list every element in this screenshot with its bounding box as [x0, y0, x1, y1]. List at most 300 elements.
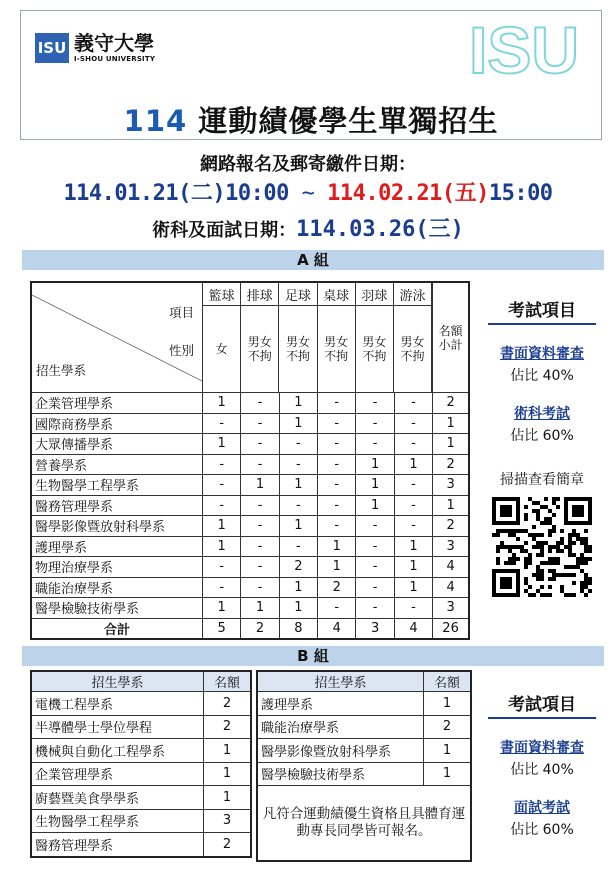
subtotal-header: 名額 小計 — [433, 282, 469, 393]
qr-module — [584, 557, 588, 561]
gender-header-4: 男女 不拘 — [355, 306, 393, 393]
quota-cell: 2 — [424, 715, 472, 739]
dept-name: 醫務管理學系 — [31, 495, 203, 516]
table-row — [31, 475, 469, 496]
dept-name: 電機工程學系 — [31, 692, 204, 716]
b-right-col-dept: 招生學系 — [257, 671, 424, 692]
qr-finder — [500, 577, 512, 589]
sum-cell: 2 — [241, 618, 279, 639]
qr-module — [568, 545, 572, 549]
qr-module — [508, 561, 512, 565]
qr-module — [532, 537, 536, 541]
qr-module — [568, 565, 572, 569]
page-title: 114 運動績優學生單獨招生 — [123, 104, 499, 138]
group-a-header-row — [31, 282, 469, 393]
qr-module — [532, 533, 536, 537]
registration-period — [0, 176, 616, 207]
qr-module — [556, 505, 560, 509]
qr-module — [568, 553, 572, 557]
qr-module — [548, 593, 552, 597]
group-b-note: 凡符合運動績優生資格且具體育運動專長同學皆可報名。 — [257, 786, 471, 862]
dept-name: 大眾傳播學系 — [31, 434, 203, 455]
table-row — [31, 516, 469, 537]
qr-module — [564, 593, 568, 597]
qr-module — [500, 541, 504, 545]
logo-box: ISU — [35, 33, 69, 63]
qr-module — [500, 545, 504, 549]
qr-module — [580, 553, 584, 557]
qr-module — [528, 557, 532, 561]
qr-module — [576, 537, 580, 541]
subtotal-cell: 2 — [433, 454, 469, 475]
quota-cell: - — [394, 434, 432, 455]
qr-module — [536, 569, 540, 573]
qr-module — [512, 533, 516, 537]
quota-cell: 1 — [318, 557, 356, 578]
qr-module — [512, 557, 516, 561]
qr-module — [548, 529, 552, 533]
subtotal-cell: 2 — [433, 516, 469, 537]
qr-module — [516, 557, 520, 561]
quota-cell: 1 — [204, 739, 252, 763]
qr-module — [520, 545, 524, 549]
logo-english: I-SHOU UNIVERSITY — [74, 55, 156, 63]
dept-name: 醫學影像暨放射科學系 — [31, 516, 203, 537]
qr-module — [536, 565, 540, 569]
quota-cell: - — [279, 495, 317, 516]
qr-module — [560, 585, 564, 589]
table-row — [31, 577, 469, 598]
dept-name: 國際商務學系 — [31, 413, 203, 434]
quota-cell: - — [356, 598, 394, 619]
sport-header-0: 籃球 — [203, 283, 241, 306]
qr-module — [576, 557, 580, 561]
qr-module — [580, 569, 584, 573]
qr-module — [536, 541, 540, 545]
qr-module — [536, 513, 540, 517]
quota-cell: - — [241, 557, 279, 578]
quota-cell: - — [241, 516, 279, 537]
subtotal-cell: 3 — [433, 536, 469, 557]
qr-module — [532, 509, 536, 513]
qr-module — [532, 525, 536, 529]
dept-name: 營養學系 — [31, 454, 203, 475]
quota-cell: - — [394, 475, 432, 496]
qr-module — [540, 593, 544, 597]
qr-module — [548, 509, 552, 513]
qr-module — [588, 577, 592, 581]
qr-module — [496, 561, 500, 565]
qr-module — [532, 545, 536, 549]
side-a-item2-value: 佔比 60% — [510, 428, 574, 444]
sum-row — [31, 618, 469, 639]
qr-module — [576, 561, 580, 565]
qr-module — [560, 541, 564, 545]
qr-module — [524, 505, 528, 509]
qr-module — [508, 549, 512, 553]
quota-cell: - — [241, 434, 279, 455]
qr-module — [524, 517, 528, 521]
side-b-item2-value: 佔比 60% — [510, 822, 574, 838]
table-row — [257, 762, 471, 786]
quota-cell: - — [318, 516, 356, 537]
group-b-bar: B 組 — [22, 646, 604, 666]
quota-cell: 1 — [279, 577, 317, 598]
sport-header-4: 羽球 — [355, 283, 393, 306]
qr-module — [504, 561, 508, 565]
quota-cell: 1 — [356, 495, 394, 516]
dept-name: 廚藝暨美食學學系 — [31, 786, 204, 810]
quota-cell: - — [394, 495, 432, 516]
table-row — [31, 393, 469, 414]
qr-module — [520, 529, 524, 533]
qr-module — [556, 561, 560, 565]
qr-module — [572, 581, 576, 585]
qr-module — [572, 541, 576, 545]
exam-date-line: 術科及面試日期：114.03.26(三) — [152, 217, 464, 242]
scan-label: 掃描查看簡章 — [500, 472, 584, 488]
qr-module — [540, 549, 544, 553]
subtotal-cell: 3 — [433, 598, 469, 619]
qr-module — [588, 549, 592, 553]
dept-name: 護理學系 — [257, 692, 424, 716]
quota-cell: 1 — [279, 598, 317, 619]
side-a-title: 考試項目 — [488, 296, 596, 325]
qr-module — [496, 557, 500, 561]
quota-cell: - — [241, 577, 279, 598]
dept-name: 企業管理學系 — [31, 393, 203, 414]
quota-cell: - — [279, 434, 317, 455]
subtotal-cell: 1 — [433, 495, 469, 516]
quota-cell: - — [241, 393, 279, 414]
qr-module — [548, 545, 552, 549]
sport-header-3: 桌球 — [317, 283, 355, 306]
qr-module — [544, 593, 548, 597]
quota-cell: - — [203, 557, 241, 578]
quota-cell: - — [241, 495, 279, 516]
gender-header-3: 男女 不拘 — [317, 306, 355, 393]
qr-module — [548, 549, 552, 553]
qr-module — [552, 545, 556, 549]
qr-module — [508, 545, 512, 549]
subtotal-cell: 1 — [433, 413, 469, 434]
qr-module — [536, 545, 540, 549]
quota-cell: 1 — [424, 762, 472, 786]
qr-module — [580, 589, 584, 593]
corner-dept: 招生學系 — [36, 362, 87, 378]
quota-cell: 1 — [279, 413, 317, 434]
table-row — [31, 454, 469, 475]
qr-module — [512, 553, 516, 557]
dept-name: 物理治療學系 — [31, 557, 203, 578]
qr-module — [556, 541, 560, 545]
qr-module — [536, 577, 540, 581]
qr-module — [536, 533, 540, 537]
qr-module — [552, 525, 556, 529]
table-row — [31, 739, 251, 763]
quota-cell: 1 — [203, 516, 241, 537]
table-row — [31, 786, 251, 810]
quota-cell: 2 — [204, 833, 252, 857]
qr-module — [540, 577, 544, 581]
qr-module — [528, 497, 532, 501]
qr-module — [536, 501, 540, 505]
dept-name: 機械與自動化工程學系 — [31, 739, 204, 763]
qr-module — [540, 553, 544, 557]
qr-module — [588, 557, 592, 561]
quota-cell: 1 — [279, 516, 317, 537]
qr-module — [552, 577, 556, 581]
qr-module — [564, 545, 568, 549]
subtotal-cell: 4 — [433, 557, 469, 578]
qr-module — [508, 533, 512, 537]
quota-cell: - — [318, 598, 356, 619]
qr-module — [492, 533, 496, 537]
qr-module — [560, 529, 564, 533]
qr-module — [524, 541, 528, 545]
quota-cell: - — [394, 413, 432, 434]
qr-module — [540, 585, 544, 589]
quota-cell: 3 — [204, 809, 252, 833]
dept-name: 職能治療學系 — [31, 577, 203, 598]
qr-module — [580, 561, 584, 565]
qr-module — [540, 541, 544, 545]
qr-module — [572, 553, 576, 557]
qr-module — [504, 545, 508, 549]
quota-cell: 1 — [356, 475, 394, 496]
table-row — [31, 809, 251, 833]
qr-module — [568, 533, 572, 537]
quota-cell: 1 — [203, 393, 241, 414]
qr-module — [544, 561, 548, 565]
sum-cell: 8 — [279, 618, 317, 639]
qr-module — [524, 513, 528, 517]
qr-module — [564, 573, 568, 577]
qr-module — [580, 557, 584, 561]
sport-header-1: 排球 — [241, 283, 279, 306]
quota-cell: - — [203, 475, 241, 496]
table-row — [257, 739, 471, 763]
quota-cell: 1 — [203, 434, 241, 455]
qr-module — [548, 557, 552, 561]
qr-module — [524, 557, 528, 561]
qr-module — [524, 529, 528, 533]
qr-module — [588, 581, 592, 585]
qr-module — [584, 545, 588, 549]
qr-module — [524, 577, 528, 581]
qr-module — [512, 529, 516, 533]
gender-header-5: 男女 不拘 — [393, 306, 431, 393]
sum-total: 26 — [433, 618, 469, 639]
b-left-col-quota: 名額 — [204, 671, 252, 692]
qr-module — [556, 557, 560, 561]
qr-module — [584, 561, 588, 565]
qr-module — [568, 593, 572, 597]
quota-cell: 1 — [356, 454, 394, 475]
table-row — [31, 715, 251, 739]
qr-module — [580, 581, 584, 585]
qr-module — [588, 545, 592, 549]
quota-cell: 1 — [204, 762, 252, 786]
table-row — [31, 833, 251, 857]
registration-label: 網路報名及郵寄繳件日期： — [200, 154, 416, 175]
qr-module — [540, 505, 544, 509]
quota-cell: 1 — [394, 536, 432, 557]
quota-cell: 1 — [318, 536, 356, 557]
qr-module — [548, 585, 552, 589]
quota-cell: 1 — [203, 536, 241, 557]
qr-module — [532, 593, 536, 597]
qr-module — [524, 589, 528, 593]
dept-name: 醫務管理學系 — [31, 833, 204, 857]
sum-cell: 5 — [203, 618, 241, 639]
qr-module — [508, 557, 512, 561]
qr-module — [588, 589, 592, 593]
qr-module — [516, 537, 520, 541]
qr-module — [580, 537, 584, 541]
qr-module — [572, 533, 576, 537]
qr-module — [528, 553, 532, 557]
quota-cell: - — [394, 516, 432, 537]
quota-cell: 1 — [204, 786, 252, 810]
qr-module — [548, 561, 552, 565]
qr-module — [584, 585, 588, 589]
quota-cell: 1 — [424, 739, 472, 763]
quota-cell: - — [318, 434, 356, 455]
qr-module — [544, 517, 548, 521]
quota-cell: - — [318, 413, 356, 434]
quota-cell: 1 — [394, 577, 432, 598]
isu-watermark-text: ISU — [468, 15, 580, 83]
corner-item: 項目 — [168, 304, 194, 320]
qr-module — [544, 505, 548, 509]
qr-module — [508, 529, 512, 533]
quota-cell: - — [356, 413, 394, 434]
qr-module — [572, 529, 576, 533]
qr-module — [560, 589, 564, 593]
side-b-item1: 書面資料審查 — [500, 740, 584, 756]
qr-module — [540, 561, 544, 565]
qr-module — [576, 565, 580, 569]
qr-module — [572, 573, 576, 577]
qr-module — [552, 561, 556, 565]
qr-module — [524, 581, 528, 585]
qr-module — [520, 549, 524, 553]
qr-module — [540, 569, 544, 573]
dept-name: 半導體學士學位學程 — [31, 715, 204, 739]
side-b-title: 考試項目 — [488, 690, 596, 719]
subtotal-cell: 2 — [433, 393, 469, 414]
qr-module — [524, 565, 528, 569]
sum-cell: 4 — [394, 618, 432, 639]
quota-cell: 1 — [394, 454, 432, 475]
qr-module — [496, 529, 500, 533]
quota-cell: 2 — [318, 577, 356, 598]
isu-watermark-icon — [459, 15, 589, 83]
quota-cell: 2 — [204, 715, 252, 739]
university-logo — [35, 33, 155, 63]
qr-code-icon[interactable] — [492, 497, 592, 597]
header-banner — [20, 10, 602, 140]
qr-module — [548, 577, 552, 581]
qr-module — [552, 497, 556, 501]
table-row — [31, 762, 251, 786]
qr-module — [516, 529, 520, 533]
qr-module — [572, 565, 576, 569]
dept-name: 生物醫學工程學系 — [31, 475, 203, 496]
qr-module — [524, 561, 528, 565]
qr-module — [540, 545, 544, 549]
quota-cell: 1 — [241, 475, 279, 496]
qr-module — [552, 513, 556, 517]
qr-module — [532, 501, 536, 505]
table-row — [31, 536, 469, 557]
registration-sep: ~ — [301, 181, 315, 206]
quota-cell: - — [203, 454, 241, 475]
qr-module — [536, 553, 540, 557]
table-row — [31, 557, 469, 578]
qr-module — [524, 549, 528, 553]
qr-module — [584, 549, 588, 553]
qr-finder — [572, 505, 584, 517]
qr-module — [496, 533, 500, 537]
table-row — [31, 434, 469, 455]
table-row — [257, 692, 471, 716]
logo-chinese: 義守大學 — [74, 31, 154, 55]
qr-module — [556, 497, 560, 501]
qr-module — [548, 533, 552, 537]
quota-cell: 1 — [203, 598, 241, 619]
quota-cell: 1 — [394, 557, 432, 578]
dept-name: 生物醫學工程學系 — [31, 809, 204, 833]
quota-cell: - — [241, 536, 279, 557]
qr-module — [544, 521, 548, 525]
qr-module — [560, 537, 564, 541]
quota-cell: - — [203, 495, 241, 516]
group-b-left-table — [30, 670, 252, 858]
qr-module — [528, 585, 532, 589]
sport-header-block — [203, 282, 433, 393]
side-b-item2: 面試考試 — [514, 800, 570, 816]
quota-cell: - — [318, 475, 356, 496]
group-b-exam-panel — [482, 690, 602, 839]
qr-module — [540, 533, 544, 537]
qr-module — [572, 593, 576, 597]
quota-cell: - — [318, 495, 356, 516]
dept-name: 醫學影像暨放射科學系 — [257, 739, 424, 763]
quota-cell: - — [356, 577, 394, 598]
side-a-item1-value: 佔比 40% — [510, 368, 574, 384]
quota-cell: 2 — [204, 692, 252, 716]
quota-cell: - — [356, 536, 394, 557]
qr-module — [548, 517, 552, 521]
quota-cell: 1 — [241, 598, 279, 619]
quota-cell: - — [394, 393, 432, 414]
quota-cell: - — [279, 454, 317, 475]
quota-cell: 1 — [424, 692, 472, 716]
qr-module — [568, 537, 572, 541]
qr-module — [528, 561, 532, 565]
qr-module — [584, 541, 588, 545]
exam-date: 114.03.26(三) — [296, 217, 464, 242]
qr-module — [584, 537, 588, 541]
qr-module — [584, 581, 588, 585]
qr-module — [540, 521, 544, 525]
qr-module — [564, 565, 568, 569]
subtotal-cell: 1 — [433, 434, 469, 455]
subtotal-cell: 3 — [433, 475, 469, 496]
subtotal-cell: 4 — [433, 577, 469, 598]
